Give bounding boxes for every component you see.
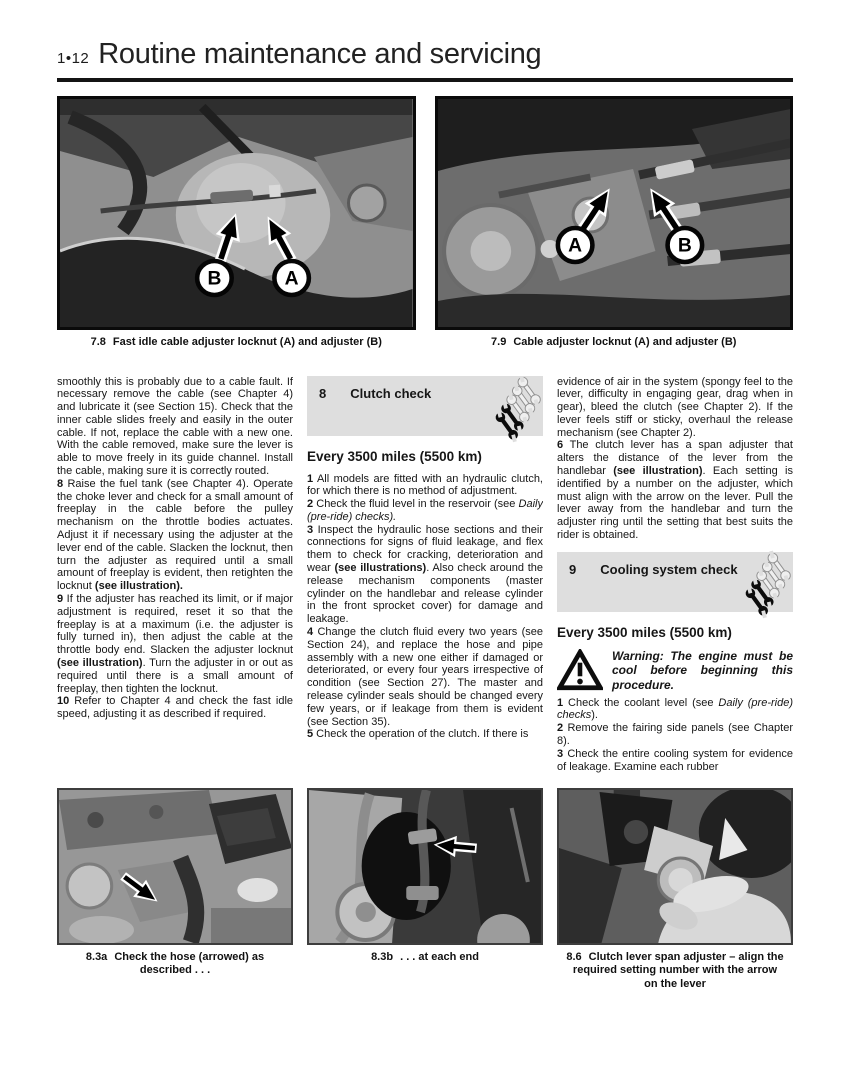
photo-8-3a-scene	[59, 790, 291, 943]
section-8-header	[307, 376, 543, 436]
photo-8-6-scene	[559, 790, 791, 943]
figure-caption	[435, 336, 794, 350]
svg-text:B: B	[677, 235, 692, 257]
paragraph: smoothly this is probably due to a cable fault. If necessary remove the cable (see Chapter 4) and lubricate it (see Section 15). Check that the inner cable slides freely and easily in the outer cable. If not, replace the cable with a new one. With the cable removed, make sure the lever is able to move freely in its guide channel. Install the cable, making sure it is correctly routed.	[57, 375, 293, 478]
caption-text: Fast idle cable adjuster locknut (A) and adjuster (B)	[112, 336, 382, 348]
caption-number: 8.6	[566, 950, 582, 963]
section-title: Cooling system check	[600, 561, 738, 577]
photo-8-3b	[307, 788, 543, 945]
warning-text: Warning: The engine must be cool before beginning this procedure.	[612, 648, 793, 693]
warning-note	[557, 649, 793, 693]
column-middle	[307, 376, 543, 788]
paragraph: evidence of air in the system (spongy feel to the lever, difficulty in engaging gear, drag when in gear), bleed the clutch (see Chapter 2). If the lever feels stiff or sticky, overhaul the release mechanism (see Chapter 2).	[557, 375, 793, 439]
page-header	[57, 38, 793, 71]
caption-number: 7.8	[90, 336, 106, 348]
paragraph: 3 Check the entire cooling system for evidence of leakage. Examine each rubber	[557, 747, 793, 773]
page-title: Routine maintenance and servicing	[98, 38, 542, 70]
page-number: 1•12	[57, 50, 90, 67]
caption-text: . . . at each end	[400, 950, 479, 963]
figure-caption	[57, 951, 293, 978]
photo-7-8-scene	[60, 99, 413, 327]
photo-7-9-scene	[438, 99, 791, 327]
section-number: 8	[319, 385, 327, 401]
photo-7-9	[435, 96, 794, 330]
header-rule	[57, 78, 793, 82]
caption-number: 7.9	[491, 336, 507, 348]
label-circle-a	[274, 261, 309, 295]
section-title: Clutch check	[350, 385, 432, 401]
photo-8-3b-scene	[309, 790, 541, 943]
photo-8-6	[557, 788, 793, 945]
caption-number: 8.3b	[371, 950, 394, 963]
figure-caption	[307, 951, 543, 965]
svg-text:A: A	[284, 268, 299, 290]
figure-7-9	[435, 96, 794, 350]
caption-number: 8.3a	[85, 950, 108, 963]
paragraph: 6 The clutch lever has a span adjuster that alters the distance of the lever from the handlebar (see illustration). Each setting is identified by a number on the adjuster, which must align with the arrow on the lever. Pull the lever away from the handlebar and turn the adjuster ring until the setting that best suits the rider is obtained.	[557, 439, 793, 542]
paragraph: 1 Check the coolant level (see Daily (pre-ride) checks).	[557, 696, 793, 722]
svg-text:A: A	[567, 235, 582, 257]
paragraph: 2 Remove the fairing side panels (see Chapter 8).	[557, 722, 793, 748]
interval-heading: Every 3500 miles (5500 km)	[557, 624, 732, 640]
label-circle-a	[557, 228, 592, 262]
spanner-icon	[744, 554, 790, 612]
caption-text: Cable adjuster locknut (A) and adjuster (B)	[513, 336, 737, 348]
figure-8-3b	[307, 788, 543, 992]
paragraph: 9 If the adjuster has reached its limit, or if major adjustment is required, reset it so that the freeplay is at a maximum (i.e. the adjuster is fully turned in), then adjust the cable at the throttle body end. Slacken the adjuster locknut (see illustration). Turn the adjuster in or out as required until there is a small amount of freeplay, then tighten the locknut.	[57, 593, 293, 695]
section-number: 9	[569, 561, 577, 577]
figure-8-6	[557, 788, 793, 992]
caption-text: Check the hose (arrowed) as described . . .	[114, 950, 265, 976]
figure-7-8	[57, 96, 416, 350]
section-9-header	[557, 552, 793, 612]
paragraph: 8 Raise the fuel tank (see Chapter 4). Operate the choke lever and check for a small amount of freeplay in the cable before the pulley mechanism on the throttle bodies actuates. Adjust it if necessary using the adjuster at the lever end of the cable. Slacken the locknut, then turn the adjuster as required until a small amount of freeplay is evident, then retighten the locknut (see illustration).	[57, 477, 293, 593]
paragraph: 4 Change the clutch fluid every two years (see Section 24), and replace the hose and pipe assembly with a new one either if damaged or deteriorated, or every four years irrespective of condition (see Section 27). The master and release cylinder seals should be changed every few years, or if leakage from them is evident (see Section 35).	[307, 626, 543, 728]
warning-triangle-icon	[557, 649, 603, 691]
svg-text:B: B	[207, 268, 222, 290]
paragraph: 2 Check the fluid level in the reservoir (see Daily (pre-ride) checks).	[307, 498, 543, 523]
column-right	[557, 376, 793, 788]
paragraph: 1 All models are fitted with an hydraulic clutch, for which there is no method of adjustment.	[307, 472, 543, 498]
interval-heading: Every 3500 miles (5500 km)	[307, 448, 482, 464]
paragraph: 5 Check the operation of the clutch. If there is	[307, 728, 529, 741]
photo-7-8	[57, 96, 416, 330]
photo-8-3a	[57, 788, 293, 945]
figure-8-3a	[57, 788, 293, 992]
bottom-figure-row	[57, 788, 793, 992]
spanner-icon	[494, 378, 540, 436]
top-figure-row	[57, 96, 793, 350]
figure-caption	[557, 951, 793, 992]
text-columns	[57, 376, 793, 788]
figure-caption	[57, 336, 416, 350]
column-left	[57, 376, 293, 788]
caption-text: Clutch lever span adjuster – align the required setting number with the arrow on the lever	[572, 950, 784, 990]
label-circle-b	[197, 261, 232, 295]
paragraph: 3 Inspect the hydraulic hose sections and their connections for signs of fluid leakage, and flex them to check for cracking, deterioration and wear (see illustrations). Also check around the release mechanism components (master cylinder on the handlebar and release cylinder in the front sprocket cover) for damage and leakage.	[307, 523, 543, 626]
label-circle-b	[667, 228, 702, 262]
paragraph: 10 Refer to Chapter 4 and check the fast idle speed, adjusting it as described if required.	[57, 695, 293, 721]
